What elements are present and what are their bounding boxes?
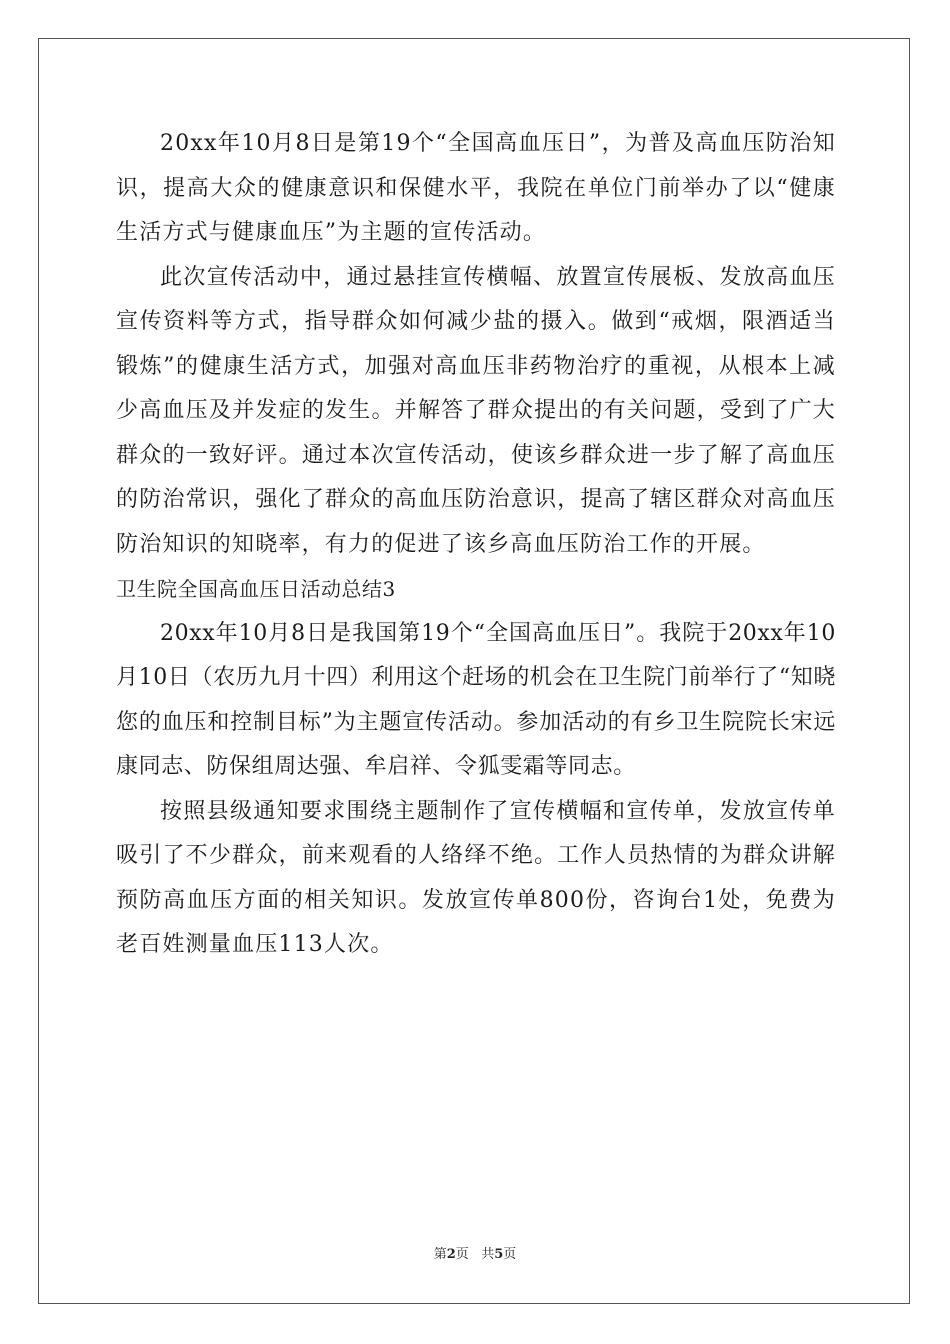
section-title: 卫生院全国高血压日活动总结3	[116, 577, 396, 601]
footer-page-number: 2	[446, 1247, 456, 1262]
paragraph-1: 20xx年10月8日是第19个“全国高血压日”，为普及高血压防治知识，提高大众的健康意识和保健水平，我院在单位门前举办了以“健康生活方式与健康血压”为主题的宣传活动。	[116, 131, 836, 245]
page-footer	[0, 1246, 950, 1264]
footer-total-pages: 5	[494, 1247, 504, 1262]
footer-total-suffix: 页	[503, 1247, 517, 1262]
footer-total-prefix: 共	[481, 1247, 495, 1262]
document-body	[116, 122, 836, 968]
paragraph-4: 按照县级通知要求围绕主题制作了宣传横幅和宣传单，发放宣传单吸引了不少群众，前来观看的人络绎不绝。工作人员热情的为群众讲解预防高血压方面的相关知识。发放宣传单800份，咨询台1处，免费为老百姓测量血压113人次。	[116, 798, 836, 957]
footer-page-suffix: 页	[455, 1247, 469, 1262]
paragraph-3: 20xx年10月8日是我国第19个“全国高血压日”。我院于20xx年10月10日（农历九月十四）利用这个赶场的机会在卫生院门前举行了“知晓您的血压和控制目标”为主题宣传活动。参加活动的有乡卫生院院长宋远康同志、防保组周达强、牟启祥、令狐雯霜等同志。	[116, 620, 836, 779]
paragraph-2: 此次宣传活动中，通过悬挂宣传横幅、放置宣传展板、发放高血压宣传资料等方式，指导群众如何减少盐的摄入。做到“戒烟，限酒适当锻炼”的健康生活方式，加强对高血压非药物治疗的重视，从根本上减少高血压及并发症的发生。并解答了群众提出的有关问题，受到了广大群众的一致好评。通过本次宣传活动，使该乡群众进一步了解了高血压的防治常识，强化了群众的高血压防治意识，提高了辖区群众对高血压防治知识的知晓率，有力的促进了该乡高血压防治工作的开展。	[116, 264, 836, 557]
footer-page-prefix: 第	[433, 1247, 447, 1262]
